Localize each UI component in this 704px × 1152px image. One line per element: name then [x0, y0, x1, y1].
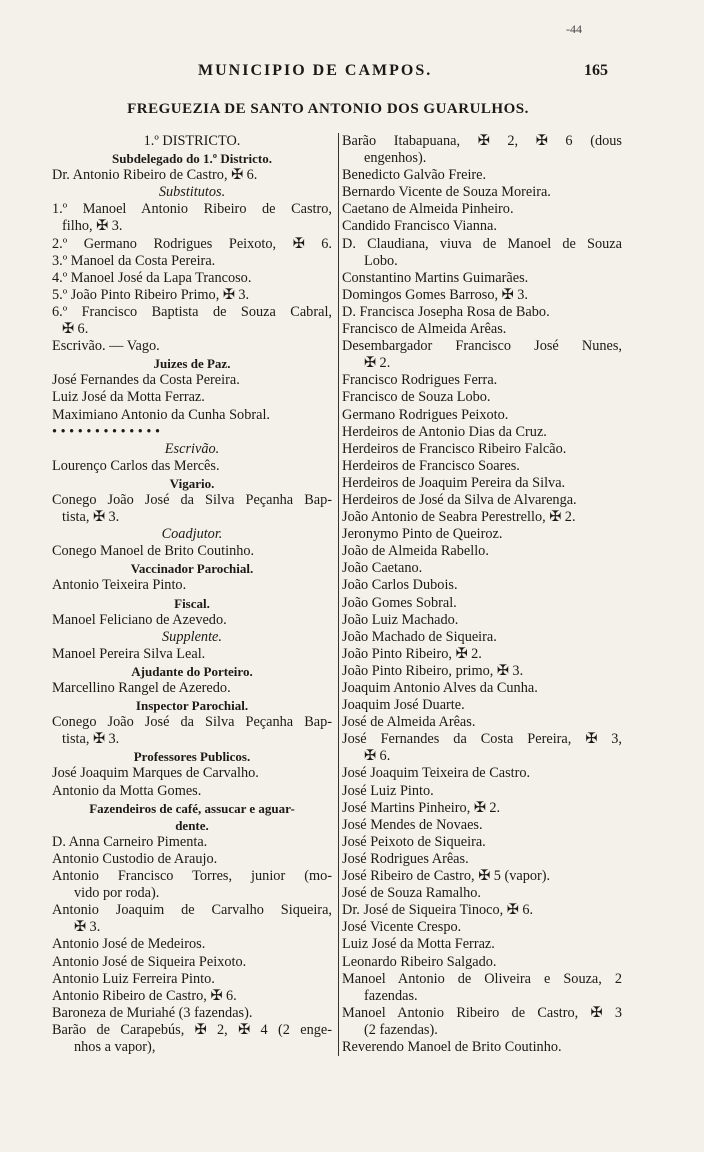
section-title: FREGUEZIA DE SANTO ANTONIO DOS GUARULHOS. — [127, 101, 529, 117]
text-line: ✠ 6. — [62, 321, 89, 338]
text-line: Manoel Pereira Silva Leal. — [52, 645, 206, 662]
text-line: José Rodrigues Arêas. — [342, 850, 469, 867]
text-line: fazendas. — [364, 987, 418, 1004]
text-line: José Fernandes da Costa Pereira. — [52, 372, 240, 389]
text-line: Manoel Antonio de Oliveira e Souza, 2 — [342, 970, 622, 987]
text-line: tista, ✠ 3. — [62, 509, 120, 526]
text-line: Antonio Francisco Torres, junior (mo- — [52, 868, 332, 885]
text-line: Antonio Luiz Ferreira Pinto. — [52, 970, 215, 987]
text-line: Inspector Parochial. — [135, 698, 249, 714]
text-line: filho, ✠ 3. — [62, 218, 123, 235]
text-line: Antonio José de Medeiros. — [52, 936, 206, 953]
text-line: Antonio da Motta Gomes. — [52, 782, 202, 799]
text-line: João Machado de Siqueira. — [342, 628, 497, 645]
text-line: João de Almeida Rabello. — [342, 543, 489, 560]
left-column — [52, 133, 332, 1056]
text-line: Baroneza de Muriahé (3 fazendas). — [52, 1004, 253, 1021]
text-line: Barão de Carapebús, ✠ 2, ✠ 4 (2 enge- — [52, 1021, 332, 1038]
text-line: Manoel Feliciano de Azevedo. — [52, 611, 227, 628]
text-line: Dr. José de Siqueira Tinoco, ✠ 6. — [342, 902, 534, 919]
text-line: Herdeiros de Joaquim Pereira da Silva. — [342, 474, 566, 491]
text-line: 1.º Manoel Antonio Ribeiro de Castro, — [52, 201, 332, 218]
text-line: Leonardo Ribeiro Salgado. — [342, 953, 497, 970]
text-line: José Vicente Crespo. — [342, 919, 462, 936]
text-line: João Pinto Ribeiro, ✠ 2. — [342, 645, 482, 662]
text-line: João Luiz Machado. — [342, 611, 459, 628]
text-line: Luiz José da Motta Ferraz. — [52, 389, 205, 406]
text-line: Vaccinador Parochial. — [130, 561, 254, 577]
text-line: Dr. Antonio Ribeiro de Castro, ✠ 6. — [52, 167, 258, 184]
text-line: 2.º Germano Rodrigues Peixoto, ✠ 6. — [52, 235, 332, 252]
text-line: engenhos). — [364, 150, 427, 167]
text-line: Antonio José de Siqueira Peixoto. — [52, 953, 247, 970]
text-line: Luiz José da Motta Ferraz. — [342, 936, 495, 953]
text-line: Bernardo Vicente de Souza Moreira. — [342, 184, 551, 201]
text-line: Antonio Custodio de Araujo. — [52, 850, 218, 867]
text-line: Herdeiros de Francisco Ribeiro Falcão. — [342, 440, 567, 457]
text-line: Constantino Martins Guimarães. — [342, 269, 529, 286]
text-line: Francisco de Almeida Arêas. — [342, 321, 507, 338]
running-title: MUNICIPIO DE CAMPOS. — [198, 62, 433, 79]
text-line: José Ribeiro de Castro, ✠ 5 (vapor). — [342, 868, 551, 885]
text-line: José Joaquim Marques de Carvalho. — [52, 765, 259, 782]
text-line: 3.º Manoel da Costa Pereira. — [52, 252, 216, 269]
text-line: Subdelegado do 1.º Districto. — [112, 151, 272, 167]
text-line: Candido Francisco Vianna. — [342, 218, 497, 235]
text-line: • • • • • • • • • • • • • — [52, 423, 160, 440]
text-line: Germano Rodrigues Peixoto. — [342, 406, 509, 423]
text-line: vido por roda). — [74, 885, 160, 902]
text-line: 1.º DISTRICTO. — [143, 133, 241, 149]
text-line: Herdeiros de Antonio Dias da Cruz. — [342, 423, 547, 440]
text-line: Lourenço Carlos das Mercês. — [52, 457, 220, 474]
text-line: João Antonio de Seabra Perestrello, ✠ 2. — [342, 509, 576, 526]
text-line: Fiscal. — [174, 595, 210, 611]
text-line: Fazendeiros de café, assucar e aguar- — [89, 800, 295, 816]
text-line: Desembargador Francisco José Nunes, — [342, 338, 622, 355]
text-line: Barão Itabapuana, ✠ 2, ✠ 6 (dous — [342, 133, 622, 149]
page-number: 165 — [584, 62, 608, 79]
text-line: Manoel Antonio Ribeiro de Castro, ✠ 3 — [342, 1004, 622, 1021]
text-line: Professores Publicos. — [133, 749, 251, 765]
text-line: José Peixoto de Siqueira. — [342, 833, 486, 850]
text-line: Conego João José da Silva Peçanha Bap- — [52, 491, 332, 508]
text-line: ✠ 3. — [74, 919, 101, 936]
text-line: Antonio Joaquim de Carvalho Siqueira, — [52, 902, 332, 919]
text-line: nhos a vapor), — [74, 1038, 156, 1055]
text-line: José Joaquim Teixeira de Castro. — [342, 765, 531, 782]
text-line: José Luiz Pinto. — [342, 782, 434, 799]
text-line: Francisco Rodrigues Ferra. — [342, 372, 498, 389]
text-line: Caetano de Almeida Pinheiro. — [342, 201, 514, 218]
text-line: João Carlos Dubois. — [342, 577, 458, 594]
text-line: José de Almeida Arêas. — [342, 714, 476, 731]
right-column — [338, 133, 622, 1056]
text-line: 5.º João Pinto Ribeiro Primo, ✠ 3. — [52, 286, 250, 303]
text-line: Reverendo Manoel de Brito Coutinho. — [342, 1038, 562, 1055]
text-line: Francisco de Souza Lobo. — [342, 389, 491, 406]
text-line: Conego Manoel de Brito Coutinho. — [52, 543, 255, 560]
text-line: José de Souza Ramalho. — [342, 885, 481, 902]
text-line: João Caetano. — [342, 560, 423, 577]
text-line: Marcellino Rangel de Azeredo. — [52, 680, 231, 696]
text-line: Supplente. — [162, 628, 222, 645]
corner-mark: -44 — [566, 22, 582, 36]
text-line: ✠ 2. — [364, 355, 391, 372]
text-line: Domingos Gomes Barroso, ✠ 3. — [342, 286, 528, 303]
text-line: dente. — [175, 817, 209, 833]
text-line: Coadjutor. — [161, 526, 223, 543]
text-line: Herdeiros de José da Silva de Alvarenga. — [342, 491, 577, 508]
text-line: Conego João José da Silva Peçanha Bap- — [52, 714, 332, 731]
text-line: ✠ 6. — [364, 748, 391, 765]
text-line: Escrivão. — Vago. — [52, 338, 160, 355]
text-line: José Fernandes da Costa Pereira, ✠ 3, — [342, 731, 622, 748]
text-line: Herdeiros de Francisco Soares. — [342, 457, 520, 474]
text-line: Vigario. — [169, 475, 215, 491]
text-line: Substitutos. — [158, 184, 226, 201]
text-line: Ajudante do Porteiro. — [131, 663, 253, 679]
text-line: Lobo. — [364, 252, 398, 269]
text-line: Joaquim Antonio Alves da Cunha. — [342, 680, 538, 696]
text-line: Jeronymo Pinto de Queiroz. — [342, 526, 503, 543]
text-line: (2 fazendas). — [364, 1021, 438, 1038]
text-line: João Gomes Sobral. — [342, 594, 457, 611]
text-line: João Pinto Ribeiro, primo, ✠ 3. — [342, 662, 524, 679]
text-line: Benedicto Galvão Freire. — [342, 167, 487, 184]
text-line: D. Claudiana, viuva de Manoel de Souza — [342, 235, 622, 252]
text-line: Maximiano Antonio da Cunha Sobral. — [52, 406, 271, 423]
text-line: José Mendes de Novaes. — [342, 816, 483, 833]
text-line: José Martins Pinheiro, ✠ 2. — [342, 799, 501, 816]
text-line: Escrivão. — [164, 440, 220, 457]
text-line: tista, ✠ 3. — [62, 731, 120, 748]
page-header — [48, 62, 608, 84]
text-line: Antonio Teixeira Pinto. — [52, 577, 187, 594]
text-line: Juizes de Paz. — [153, 356, 231, 372]
text-line: D. Anna Carneiro Pimenta. — [52, 833, 208, 850]
text-line: 4.º Manoel José da Lapa Trancoso. — [52, 269, 252, 286]
text-line: 6.º Francisco Baptista de Souza Cabral, — [52, 303, 332, 320]
text-line: Joaquim José Duarte. — [342, 697, 465, 714]
text-line: Antonio Ribeiro de Castro, ✠ 6. — [52, 987, 237, 1004]
text-line: D. Francisca Josepha Rosa de Babo. — [342, 303, 550, 320]
